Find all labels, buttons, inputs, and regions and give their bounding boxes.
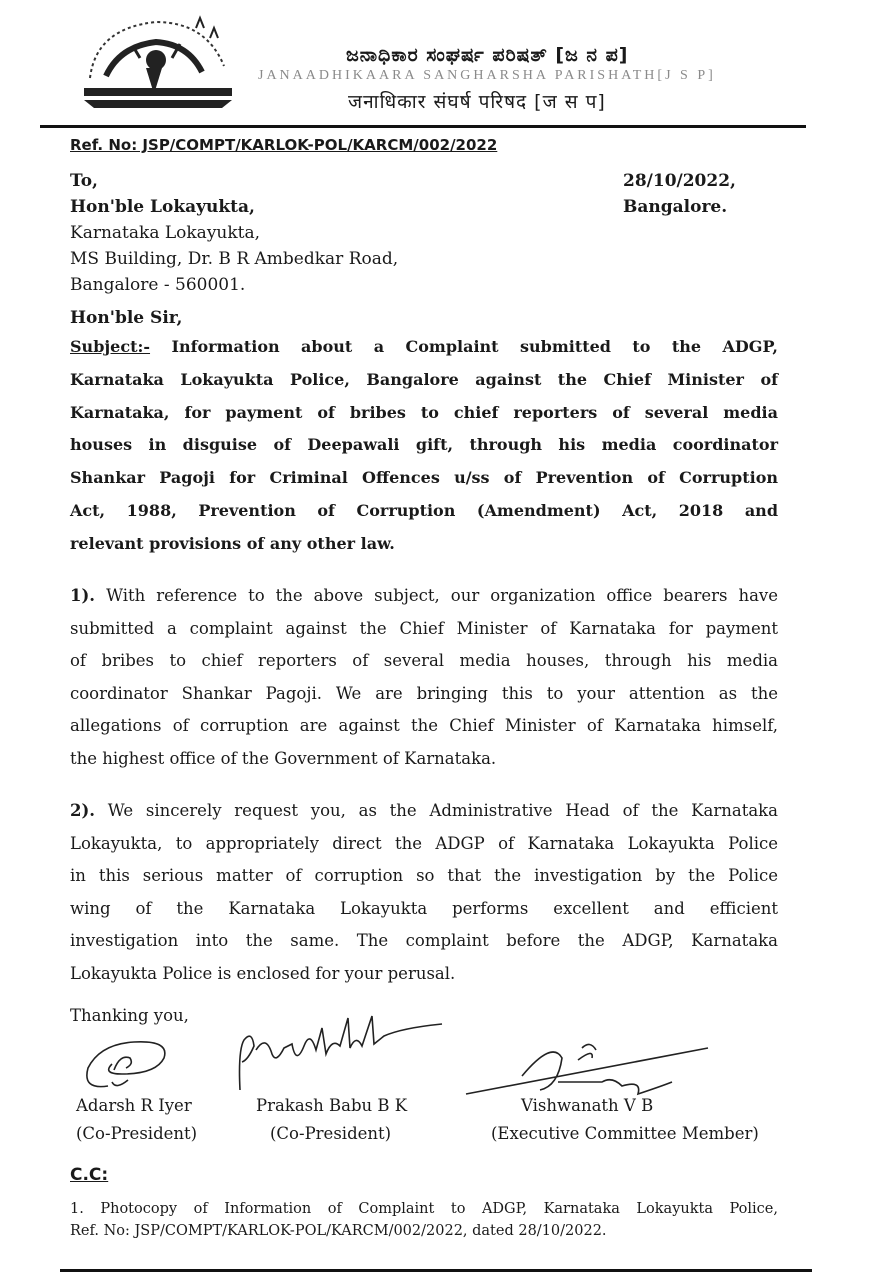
paragraph-line [70, 795, 778, 828]
address-line: MS Building, Dr. B R Ambedkar Road, [70, 249, 399, 269]
signature-adarsh [72, 1024, 182, 1100]
signatory-role: (Executive Committee Member) [491, 1124, 759, 1143]
addressee-title: Hon'ble Lokayukta, [70, 197, 255, 217]
signatory-name: Prakash Babu B K [256, 1096, 408, 1115]
paragraph-line: investigation into the same. The complaint before the ADGP, Karnataka [70, 931, 778, 951]
body-paragraph-1 [70, 580, 778, 776]
letter-date: 28/10/2022, [623, 171, 736, 191]
letterhead-name-kannada: ಜನಾಧಿಕಾರ ಸಂಘರ್ಷ ಪರಿಷತ್ [ಜ ನ ಪ] [346, 44, 629, 66]
paragraph-number: 2). [70, 801, 96, 820]
footer-divider [60, 1269, 812, 1272]
signatory-name: Adarsh R Iyer [76, 1096, 192, 1115]
address-line: Bangalore - 560001. [70, 275, 246, 295]
to-label: To, [70, 171, 98, 191]
signature-prakash [232, 1010, 452, 1100]
paragraph-line: Lokayukta, to appropriately direct the ADGP of Karnataka Lokayukta Police [70, 833, 778, 853]
letterhead-divider [40, 125, 806, 128]
subject-line: Shankar Pagoji for Criminal Offences u/ss of Prevention of Corruption [70, 468, 778, 488]
subject-text: Information about a Complaint submitted to the ADGP, [171, 337, 778, 356]
paragraph-text: We sincerely request you, as the Administrative Head of the Karnataka [107, 801, 778, 820]
paragraph-line [70, 580, 778, 613]
organization-logo [76, 8, 240, 112]
signatory-role: (Co-President) [76, 1124, 198, 1143]
paragraph-line: the highest office of the Government of Karnataka. [70, 748, 497, 768]
paragraph-line: in this serious matter of corruption so that the investigation by the Police [70, 866, 778, 886]
cc-line: Ref. No: JSP/COMPT/KARLOK-POL/KARCM/002/2022, dated 28/10/2022. [70, 1223, 607, 1239]
paragraph-text: With reference to the above subject, our organization office bearers have [106, 586, 778, 605]
closing-text: Thanking you, [70, 1006, 189, 1025]
signatory-name: Vishwanath V B [521, 1096, 654, 1115]
cc-line: 1. Photocopy of Information of Complaint to ADGP, Karnataka Lokayukta Police, [70, 1201, 778, 1217]
subject-line: relevant provisions of any other law. [70, 533, 395, 553]
subject-line: Act, 1988, Prevention of Corruption (Amendment) Act, 2018 and [70, 500, 778, 520]
subject-line: houses in disguise of Deepawali gift, through his media coordinator [70, 435, 778, 455]
salutation: Hon'ble Sir, [70, 308, 183, 328]
paragraph-number: 1). [70, 586, 96, 605]
paragraph-line: Lokayukta Police is enclosed for your perusal. [70, 963, 456, 983]
date-block [623, 168, 736, 220]
subject-paragraph [70, 331, 778, 561]
subject-label: Subject:- [70, 337, 151, 356]
addressee-block [70, 168, 398, 298]
cc-list [70, 1198, 778, 1242]
letterhead-name-english: JANAADHIKAARA SANGHARSHA PARISHATH[J S P] [258, 68, 716, 83]
cc-label: C.C: [70, 1165, 109, 1185]
subject-line [70, 331, 778, 364]
paragraph-line: coordinator Shankar Pagoji. We are bringing this to your attention as the [70, 683, 778, 703]
subject-line: Karnataka Lokayukta Police, Bangalore against the Chief Minister of [70, 369, 778, 389]
reference-number: Ref. No: JSP/COMPT/KARLOK-POL/KARCM/002/2022 [70, 136, 498, 154]
paragraph-line: allegations of corruption are against the Chief Minister of Karnataka himself, [70, 716, 778, 736]
paragraph-line: submitted a complaint against the Chief Minister of Karnataka for payment [70, 618, 778, 638]
letter-place: Bangalore. [623, 197, 728, 217]
signature-vishwanath [462, 1036, 712, 1100]
subject-line: Karnataka, for payment of bribes to chief reporters of several media [70, 402, 778, 422]
address-line: Karnataka Lokayukta, [70, 223, 261, 243]
body-paragraph-2 [70, 795, 778, 991]
letterhead-name-hindi: जनाधिकार संघर्ष परिषद [ज स प] [348, 91, 606, 113]
signatory-role: (Co-President) [270, 1124, 392, 1143]
paragraph-line: of bribes to chief reporters of several media houses, through his media [70, 651, 778, 671]
paragraph-line: wing of the Karnataka Lokayukta performs excellent and efficient [70, 898, 778, 918]
